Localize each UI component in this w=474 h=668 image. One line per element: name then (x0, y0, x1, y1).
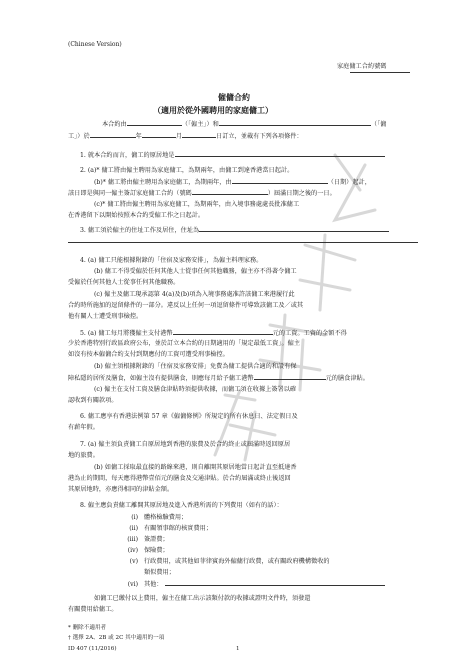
intro-text-e: 年 (135, 133, 142, 140)
fee-num: (v) (129, 558, 138, 565)
version-label: (Chinese Version) (68, 41, 122, 48)
contract-no-label: 家庭傭工合約號碼 (337, 63, 387, 70)
form-number: ID 407 (11/2016) (68, 646, 117, 652)
clause-8-end-line-1: 如傭工已繳付以上費用，僱主在傭工出示該類付款的收據或證明文件時，須發還 (94, 595, 311, 602)
clause-7b-line-2: 港為止的期間，每天應得港幣壹佰元的膳食及交通津貼。於合約屆滿或終止後返回 (68, 475, 291, 482)
clause-2b-line-2 (68, 188, 336, 199)
page-title: 僱傭合約 (218, 92, 250, 102)
intro-text-g: 日訂立，並載有下列各項條件： (216, 133, 303, 140)
fee-label: 簽證費； (144, 536, 169, 543)
place-of-origin-field (175, 150, 385, 157)
fee-item (112, 557, 385, 568)
clause-8: 8. 僱主應負責傭工離開其原居地及進入香港所需的下列費用（如有的話）： (80, 502, 283, 509)
clause-1-text: 1. 就本合約而言，傭工的原居地是 (80, 152, 175, 159)
clause-8-end-line-2: 有關費用給傭工。 (68, 606, 118, 613)
clause-2b-text-4: ）屆滿日期之後的一日。 (267, 190, 336, 197)
clause-5b-text-3: 元的膳食津貼。 (325, 375, 369, 382)
clause-5a-text-2: 元的工資。工資的金額不得 (272, 330, 347, 337)
clause-2b-line-1 (94, 177, 371, 188)
fee-label: 行政費用，或其他如菲律賓海外僱傭行政費，或有關政府機構徵收的 (144, 558, 330, 565)
clause-7a-line-2: 地的旅費。 (68, 452, 99, 459)
clause-7b-line-1: (b) 如傭工採取最直接的路線來港，則自離開其原居地當日起計直至抵達香 (94, 464, 297, 471)
fee-item (112, 535, 385, 546)
intro-text-f: 月 (175, 133, 183, 140)
start-date-field (232, 177, 328, 184)
clause-2c-line-2: 在香港留下以開始按照本合約受僱工作之日起計。 (68, 212, 205, 219)
fee-label: 其他： (144, 581, 163, 588)
fee-item (112, 513, 385, 524)
clause-4c-line-1: (c) 僱主及傭工現承認第 4(a)及(b)項為入境事務處准許該傭工來港履行此 (94, 291, 295, 298)
contract-no-field (350, 72, 410, 73)
clause-4b-line-2: 受僱於任何其他人士從事任何其他職務。 (68, 279, 180, 286)
clause-2b-text-1: (b)* 傭工將由僱主聘用為家庭傭工，為期兩年，由 (94, 179, 232, 186)
fee-label: 體格檢驗費用； (144, 514, 188, 521)
intro-line-1 (102, 119, 386, 130)
clause-4b-line-1: (b) 傭工不得受僱於任何其他人士從事任何其他職務，僱主亦不得著令傭工 (94, 268, 297, 275)
food-allowance-field (254, 373, 326, 380)
intro-text-d: 工」）於 (68, 133, 90, 140)
clause-3 (80, 225, 389, 236)
clause-5a-line-2: 少於香港特別行政區政府公布，並於訂立本合約的日期適用的「規定最低工資」。僱主 (68, 340, 301, 347)
clause-5a-text-1: 5. (a) 傭工每月將獲僱主支付港幣 (80, 330, 173, 337)
fee-item (112, 579, 385, 590)
clause-6-line-1: 6. 傭工應享有香港法例第 57 章《僱傭條例》所規定的所有休息日、法定假日及 (80, 413, 298, 420)
footnote-delete: * 刪除不適用者 (68, 625, 107, 631)
clause-5c-line-2: 認收到有關款項。 (68, 397, 118, 404)
clause-7b-line-3: 其原居地時，亦應得相同的津貼金額。 (68, 486, 174, 493)
employer-name-field (127, 119, 182, 126)
fee-item (112, 546, 385, 557)
intro-text-c: （「傭 (370, 121, 387, 128)
intro-text-a: 本合約由 (102, 121, 127, 128)
clause-5a-line-1 (80, 328, 347, 339)
employer-address-field-line-2 (68, 242, 418, 243)
monthly-wage-field (173, 328, 273, 335)
fee-item (112, 568, 385, 579)
fee-label: 類似費用； (144, 569, 175, 576)
clause-4a: 4. (a) 傭工只能根據附錄的「住宿及家務安排」，為僱主料理家務。 (80, 257, 263, 264)
footnote-choose: † 選擇 2A、2B 或 2C 其中適用的一項 (68, 635, 165, 641)
clause-6-line-2: 有薪年假。 (68, 424, 99, 431)
page-number: 1 (236, 646, 240, 652)
other-fees-field (165, 579, 385, 586)
fee-label: 保險費； (144, 547, 169, 554)
fee-label: 有關領事館的核實費用； (144, 525, 213, 532)
intro-line-2 (68, 131, 303, 142)
clause-4c-line-2: 合約時所施加的逗留條件的一部分。違反以上任何一項逗留條件可導致該傭工及／或其 (68, 302, 304, 309)
fee-list (112, 513, 385, 590)
clause-5c-line-1: (c) 僱主在支付工資及膳食津貼時須提供收據，而傭工須在收據上簽署以確 (94, 386, 297, 393)
employer-address-field (199, 225, 389, 232)
fee-num: (iv) (127, 547, 138, 554)
clause-5a-line-3: 如沒有按本僱傭合約支付到期應付的工資可遭受刑事檢控。 (68, 351, 229, 358)
clause-7a-line-1: 7. (a) 僱主須負責傭工自原居地到香港的旅費及於合約終止或屆滿時返回原居 (80, 441, 291, 448)
clause-5b-line-1: (b) 僱主須根據附錄的「住宿及家務安排」免費為傭工提供合適的和設有保 (94, 363, 297, 370)
clause-1 (80, 150, 385, 161)
fee-num: (i) (131, 514, 138, 521)
fee-item (112, 524, 385, 535)
helper-name-field (219, 119, 371, 126)
day-field (182, 131, 216, 138)
page-subtitle: （適用於從外國聘用的家庭傭工） (153, 105, 273, 115)
intro-text-b: （「僱主」）和 (181, 121, 219, 128)
fee-num: (vi) (127, 581, 138, 588)
clause-4c-line-3: 他有關人士遭受刑事檢控。 (68, 313, 143, 320)
clause-2c-line-1: (c)* 傭工將由僱主聘用為家庭傭工，為期兩年，由入境事務處處長批准傭工 (94, 201, 300, 208)
month-field (142, 131, 176, 138)
fee-num: (iii) (127, 536, 138, 543)
year-field (90, 131, 136, 138)
clause-3-text: 3. 傭工須於僱主的住址工作及居住，住址為 (80, 227, 200, 234)
clause-5b-line-2 (68, 373, 369, 384)
previous-contract-no-field (192, 188, 268, 195)
fee-num: (ii) (129, 525, 138, 532)
clause-2b-text-3: 該日即是與同一僱主簽訂家庭傭工合約（號碼 (68, 190, 192, 197)
clause-2b-text-2: （日期）起計， (327, 179, 371, 186)
clause-5b-text-2: 障私隱的居所及膳食，如僱主沒有提供膳食，則應每月給予傭工港幣 (68, 375, 254, 382)
clause-2a: 2. (a)* 傭工將由僱主聘用為家庭傭工，為期兩年，由傭工到達香港當日起計。 (80, 167, 294, 174)
